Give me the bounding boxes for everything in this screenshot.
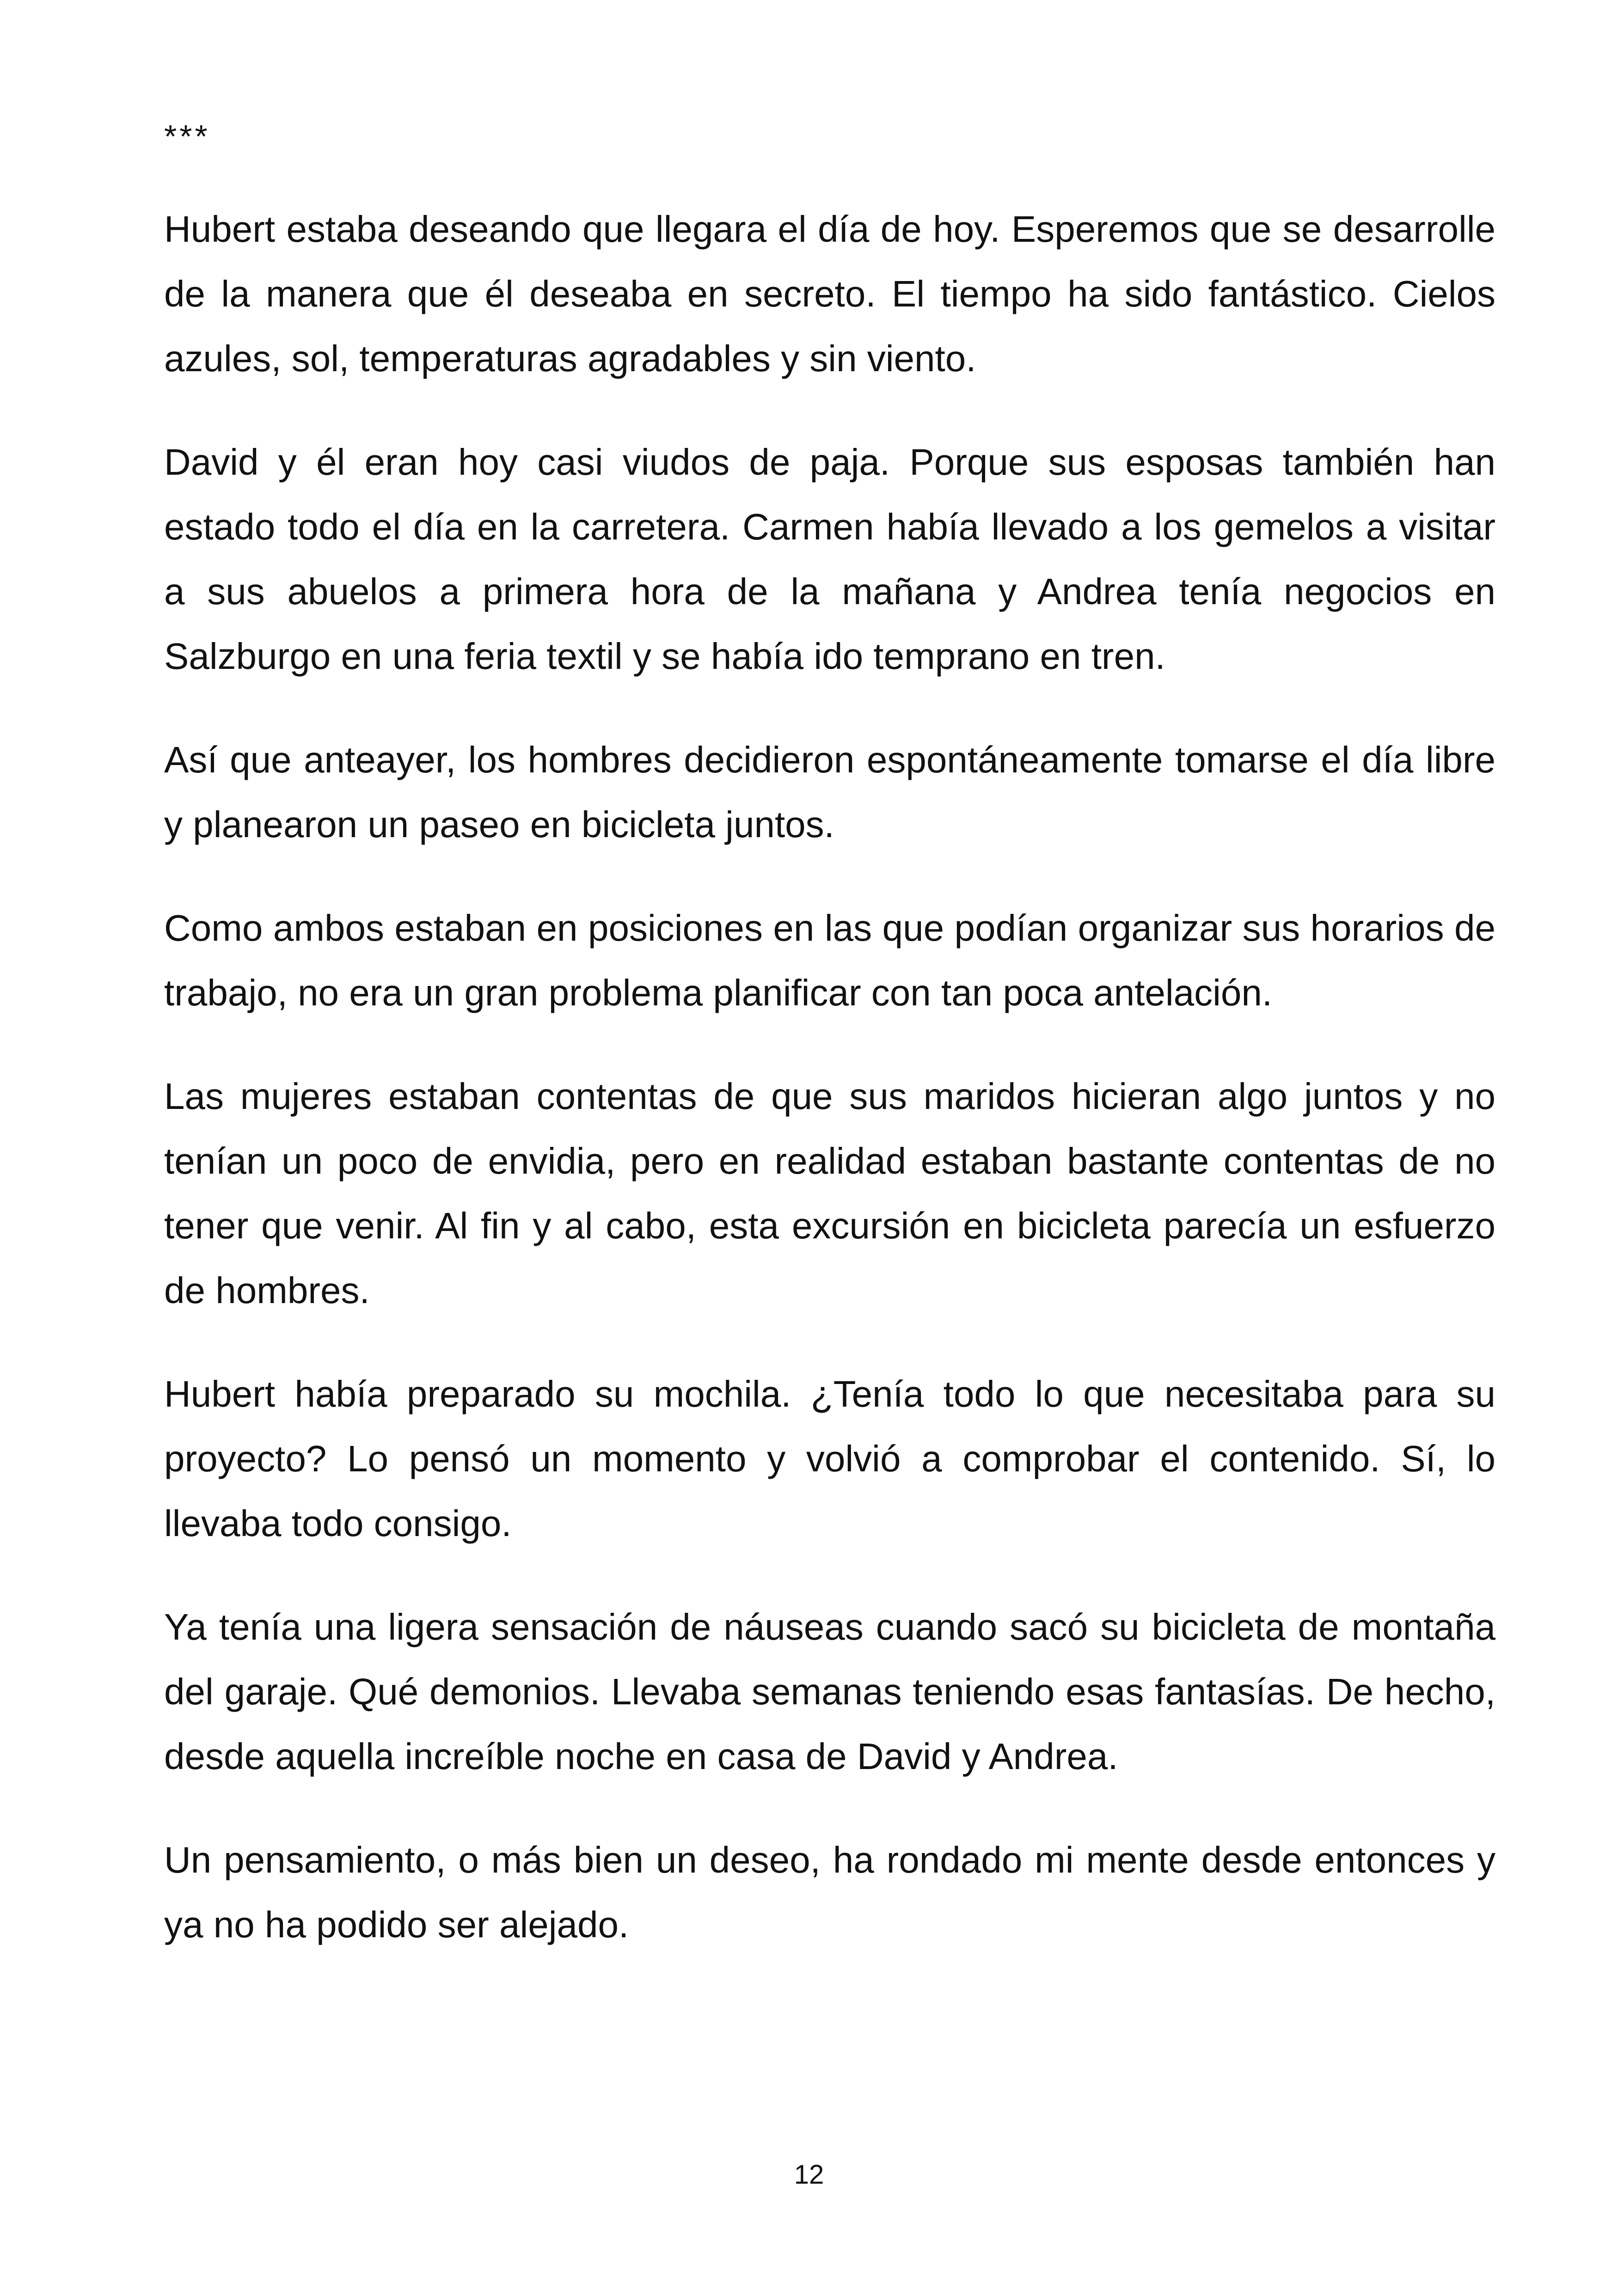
page-number: 12 [794,2160,824,2190]
paragraph: Como ambos estaban en posiciones en las que podían organizar sus horarios de trabajo, no era un gran problema planificar con tan poca antelación. [164,907,1495,1013]
paragraph: Hubert estaba deseando que llegara el día de hoy. Esperemos que se desarrolle de la manera que él deseaba en secreto. El tiempo ha sido fantástico. Cielos azules, sol, temperaturas agradables y sin viento. [164,208,1495,379]
body-text [164,111,1495,1957]
paragraph: Las mujeres estaban contentas de que sus maridos hicieran algo juntos y no tenían un poco de envidia, pero en realidad estaban bastante contentas de no tener que venir. Al fin y al cabo, esta excursión en bicicleta parecía un esfuerzo de hombres. [164,1076,1495,1311]
scene-separator: *** [164,118,210,154]
paragraph: Hubert había preparado su mochila. ¿Tenía todo lo que necesitaba para su proyecto? Lo pensó un momento y volvió a comprobar el contenido. Sí, lo llevaba todo consigo. [164,1373,1495,1544]
paragraph: Un pensamiento, o más bien un deseo, ha rondado mi mente desde entonces y ya no ha podido ser alejado. [164,1839,1495,1945]
paragraph: David y él eran hoy casi viudos de paja. Porque sus esposas también han estado todo el día en la carretera. Carmen había llevado a los gemelos a visitar a sus abuelos a primera hora de la mañana y Andrea tenía negocios en Salzburgo en una feria textil y se había ido temprano en tren. [164,441,1495,677]
paragraph: Ya tenía una ligera sensación de náuseas cuando sacó su bicicleta de montaña del garaje. Qué demonios. Llevaba semanas teniendo esas fantasías. De hecho, desde aquella increíble noche en casa de David y Andrea. [164,1606,1495,1777]
paragraph: Así que anteayer, los hombres decidieron espontáneamente tomarse el día libre y planearon un paseo en bicicleta juntos. [164,739,1495,845]
